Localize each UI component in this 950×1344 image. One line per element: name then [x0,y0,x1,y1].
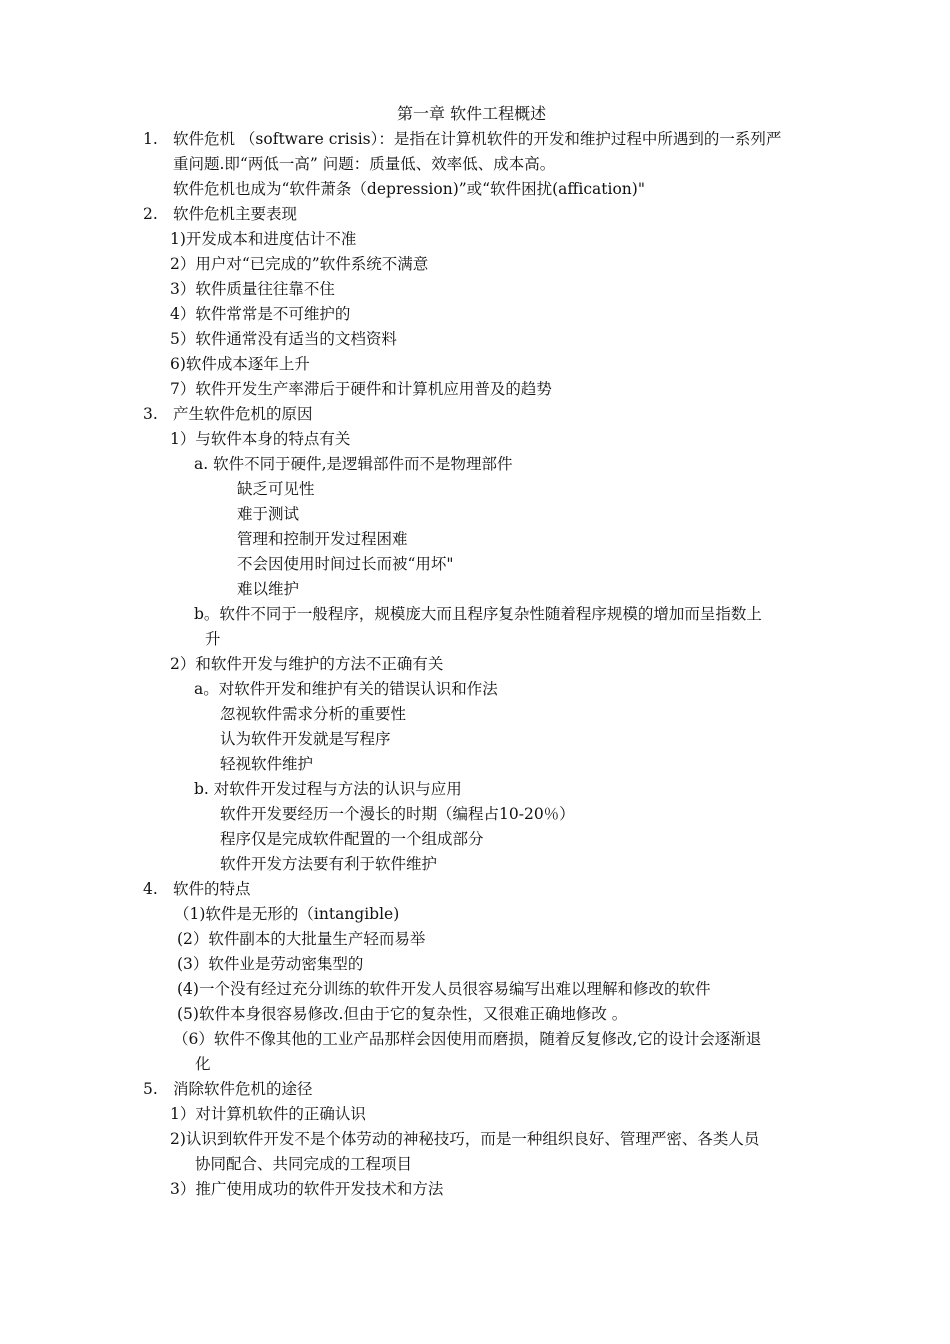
section-3-sub-2a-item: 认为软件开发就是写程序 [220,730,391,748]
section-1-line: 软件危机 （software crisis）：是指在计算机软件的开发和维护过程中所遇到的一系列严 [173,130,782,148]
section-4-heading: 软件的特点 [173,880,251,898]
section-3-sub-1b: 升 [205,630,221,648]
page-title: 第一章 软件工程概述 [397,104,547,123]
section-2-item: 2）用户对“已完成的”软件系统不满意 [170,255,429,273]
section-4-item: (4)一个没有经过充分训练的软件开发人员很容易编写出难以理解和修改的软件 [177,980,711,998]
section-2-number: 2. [143,205,158,223]
section-5-item: 协同配合、共同完成的工程项目 [195,1155,413,1173]
section-4-item: (5)软件本身很容易修改.但由于它的复杂性，又很难正确地修改 。 [177,1005,628,1023]
section-3-sub-1a-item: 难于测试 [237,505,300,523]
section-5-heading: 消除软件危机的途径 [173,1080,313,1098]
section-3-sub-2a: a。对软件开发和维护有关的错误认识和作法 [194,680,498,698]
section-5-item: 1）对计算机软件的正确认识 [170,1105,366,1123]
section-3-sub-1b: b。软件不同于一般程序，规模庞大而且程序复杂性随着程序规模的增加而呈指数上 [194,605,762,623]
section-1-number: 1. [143,130,158,148]
section-3-heading: 产生软件危机的原因 [173,405,313,423]
section-3-sub-2: 2）和软件开发与维护的方法不正确有关 [170,655,444,673]
section-4-item: (2）软件副本的大批量生产轻而易举 [177,930,426,948]
section-4-item: （6）软件不像其他的工业产品那样会因使用而磨损，随着反复修改,它的设计会逐渐退 [173,1030,762,1048]
section-3-sub-1a-item: 难以维护 [237,580,300,598]
section-3-sub-2b: b. 对软件开发过程与方法的认识与应用 [194,780,462,798]
section-1-line: 重问题.即“两低一高” 问题：质量低、效率低、成本高。 [173,155,556,173]
section-3-sub-2a-item: 忽视软件需求分析的重要性 [220,705,407,723]
section-4-item: 化 [195,1055,211,1073]
section-2-item: 4）软件常常是不可维护的 [170,305,351,323]
section-4-number: 4. [143,880,158,898]
section-5-item: 3）推广使用成功的软件开发技术和方法 [170,1180,444,1198]
section-3-sub-2b-item: 软件开发方法要有利于软件维护 [220,855,438,873]
section-3-sub-2a-item: 轻视软件维护 [220,755,314,773]
section-3-sub-1a-item: 管理和控制开发过程困难 [237,530,408,548]
section-4-item: (3）软件业是劳动密集型的 [177,955,364,973]
section-3-sub-1: 1）与软件本身的特点有关 [170,430,351,448]
section-5-item: 2)认识到软件开发不是个体劳动的神秘技巧，而是一种组织良好、管理严密、各类人员 [170,1130,760,1148]
section-3-sub-1a-item: 不会因使用时间过长而被“用坏" [237,555,454,573]
section-3-number: 3. [143,405,158,423]
section-2-item: 3）软件质量往往靠不住 [170,280,335,298]
section-2-item: 6)软件成本逐年上升 [170,355,310,373]
section-2-item: 1)开发成本和进度估计不准 [170,230,357,248]
section-3-sub-2b-item: 程序仅是完成软件配置的一个组成部分 [220,830,484,848]
section-5-number: 5. [143,1080,158,1098]
section-2-item: 5）软件通常没有适当的文档资料 [170,330,397,348]
section-3-sub-1a-item: 缺乏可见性 [237,480,315,498]
section-3-sub-2b-item: 软件开发要经历一个漫长的时期（编程占10-20％） [220,805,575,823]
section-1-line: 软件危机也成为“软件萧条（depression)”或“软件困扰(affication)" [173,180,645,198]
section-3-sub-1a: a. 软件不同于硬件,是逻辑部件而不是物理部件 [194,455,513,473]
section-4-item: （1)软件是无形的（intangible) [174,905,400,923]
section-2-heading: 软件危机主要表现 [173,205,298,223]
section-2-item: 7）软件开发生产率滞后于硬件和计算机应用普及的趋势 [170,380,552,398]
